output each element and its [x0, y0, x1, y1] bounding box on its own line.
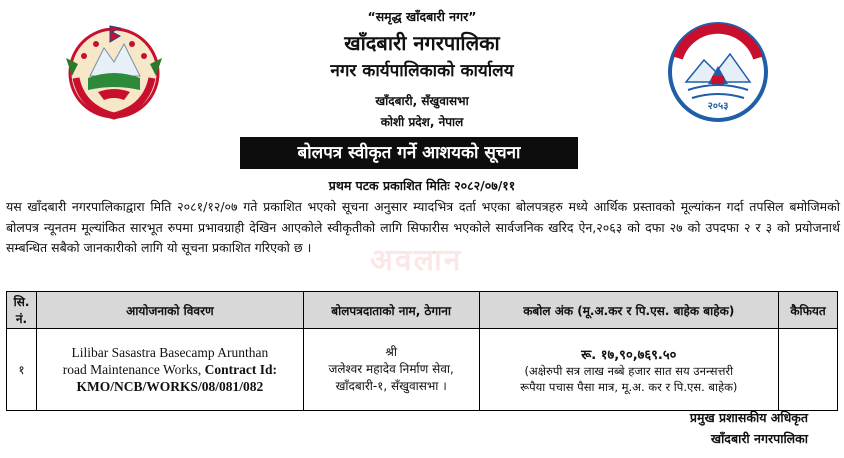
bid-table — [6, 291, 838, 411]
logo-year: २०५३ — [707, 101, 729, 112]
cell-bidder — [303, 329, 479, 411]
amount-value: रू. १७,९०,७६९.५० — [581, 347, 677, 363]
header-bidder: बोलपत्रदाताको नाम, ठेगाना — [303, 292, 479, 329]
amount-words-line1: (अक्षेरुपी सत्र लाख नब्बे हजार सात सय उनन्सत्तरी — [524, 363, 734, 378]
table-row — [7, 329, 838, 411]
bidder-line2: जलेश्वर महादेव निर्माण सेवा, — [328, 362, 454, 376]
notice-body: यस खाँदबारी नगरपालिकाद्वारा मिति २०८१/१२/०७ गते प्रकाशित भएको सूचना अनुसार म्यादभित्र दर्ता भएका बोलपत्रहरु मध्ये आर्थिक प्रस्तावको मूल्यांकन गर्दा तपसिल बमोजिमको बोलपत्र न्यूनतम मूल्यांकित सारभूत रुपमा प्रभावग्राही देखिन आएकोले स्वीकृतीको लागि सिफारीस भएकोले सार्वजनिक खरिद ऐन,२०६३ को दफा २७ को उपदफा २ र ३ को प्रयोजनार्थ सम्बन्धित सबैको जानकारीको लागि यो सूचना प्रकाशित गरिएको छ । — [6, 199, 840, 255]
notice-title: बोलपत्र स्वीकृत गर्ने आशयको सूचना — [240, 137, 578, 169]
project-line2: road Maintenance Works, — [62, 362, 202, 377]
header-amount: कबोल अंक (मू.अ.कर र पि.एस. बाहेक बाहेक) — [479, 292, 779, 329]
province: कोशी प्रदेश, नेपाल — [380, 115, 464, 129]
org-name: खाँदबारी नगरपालिका — [344, 31, 500, 55]
project-line2-wrap — [40, 361, 300, 378]
signatory-title: प्रमुख प्रशासकीय अधिकृत — [689, 410, 808, 425]
municipality-logo-icon — [664, 20, 772, 124]
publication-date: प्रथम पटक प्रकाशित मितिः २०८२/०७/११ — [328, 178, 516, 193]
watermark-mark: अवलान — [370, 243, 463, 278]
bidder-line1: श्री — [385, 345, 397, 359]
cell-remarks — [779, 329, 838, 411]
amount-words-line2: रूपैया पचास पैसा मात्र, मू.अ. कर र पि.एस. बाहेक) — [520, 379, 738, 394]
header-remarks: कैफियत — [779, 292, 838, 329]
contract-label: Contract Id: — [204, 362, 277, 377]
motto: “समृद्ध खाँदबारी नगर” — [367, 9, 477, 24]
header-sn: सि. नं. — [7, 292, 37, 329]
office-address: खाँदबारी, सँखुवासभा — [375, 94, 469, 108]
project-line1: Lilibar Sasastra Basecamp Arunthan — [71, 345, 269, 360]
signatory-org: खाँदबारी नगरपालिका — [710, 431, 808, 446]
cell-amount — [479, 329, 779, 411]
cell-sn: १ — [7, 329, 37, 411]
contract-id: KMO/NCB/WORKS/08/081/082 — [76, 379, 264, 394]
office-name: नगर कार्यपालिकाको कार्यालय — [330, 61, 514, 81]
nepal-emblem-icon — [62, 18, 166, 122]
cell-project — [36, 329, 303, 411]
table-header-row — [7, 292, 838, 329]
bidder-line3: खाँदबारी-१, सँखुवासभा । — [335, 379, 447, 393]
header-project: आयोजनाको विवरण — [36, 292, 303, 329]
